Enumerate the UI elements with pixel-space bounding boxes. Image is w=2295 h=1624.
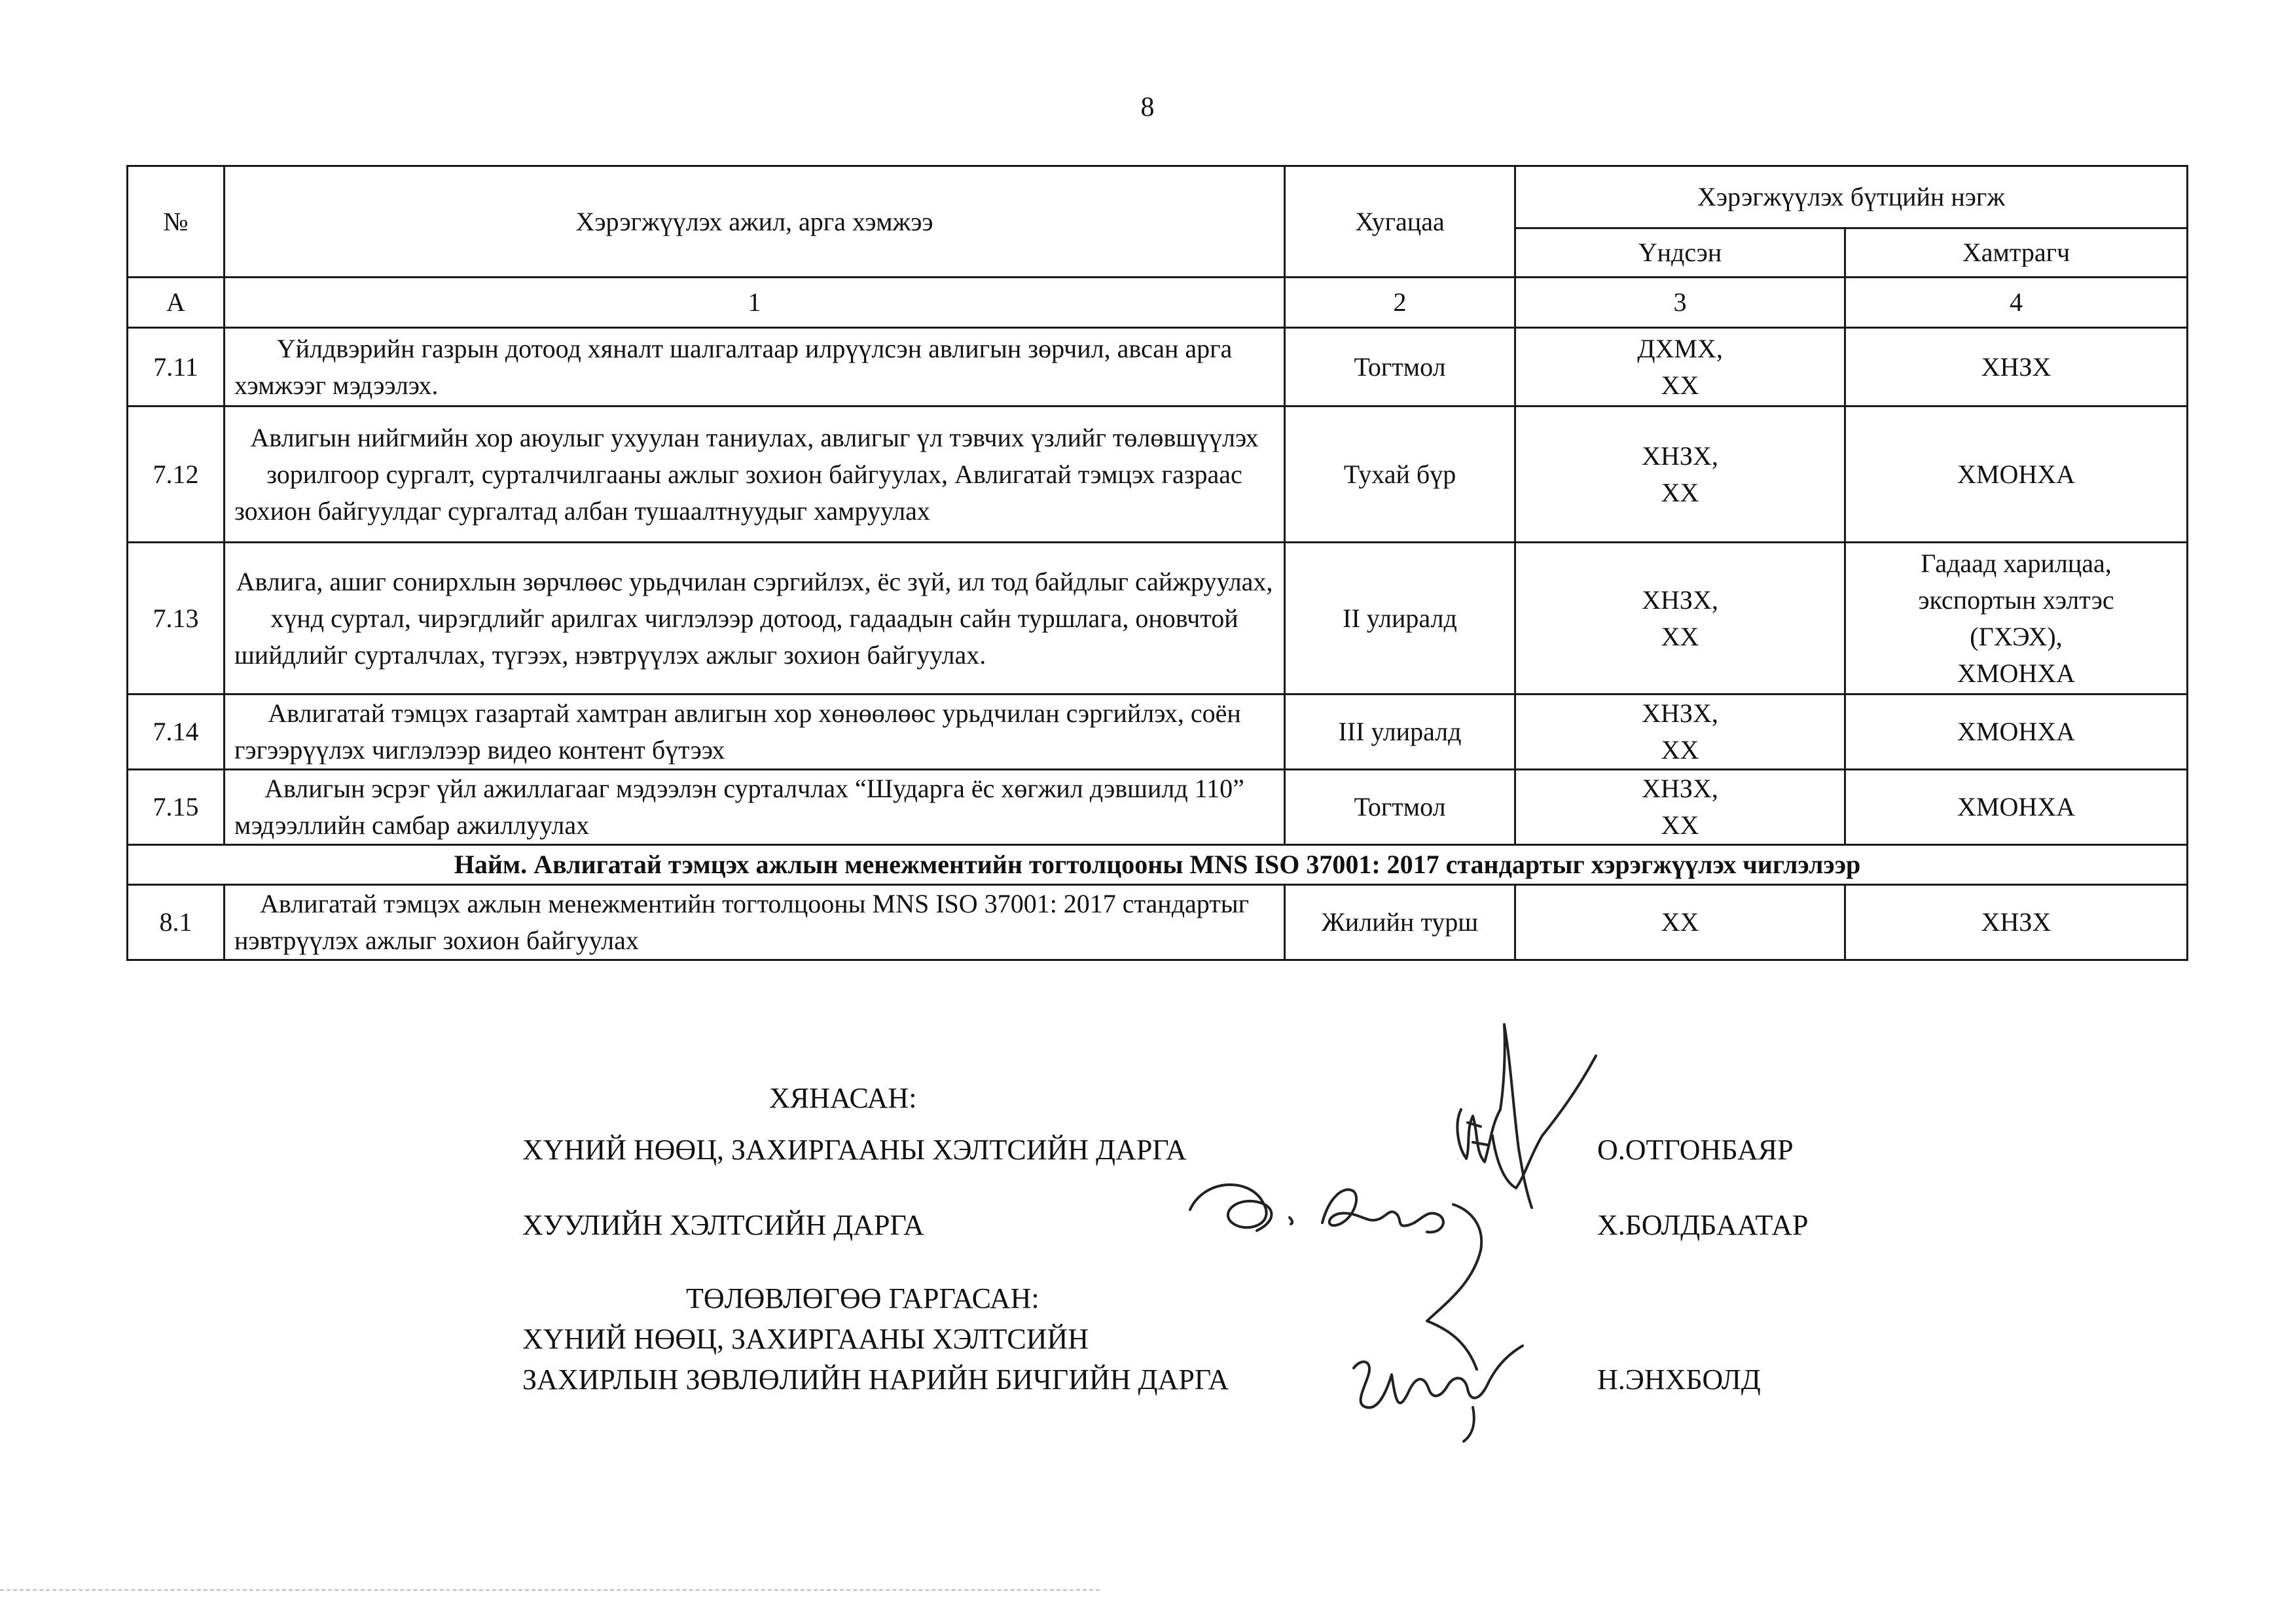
row-number: 7.12 bbox=[128, 406, 225, 543]
secretary-title-line-1: ХҮНИЙ НӨӨЦ, ЗАХИРГААНЫ ХЭЛТСИЙН bbox=[522, 1323, 1089, 1355]
row-task: Авлигатай тэмцэх газартай хамтран авлигын хор хөнөөлөөс урьдчилан сэргийлэх, соён гэгээрүүлэх чиглэлээр видео контент бүтээх bbox=[225, 695, 1285, 770]
hr-head-name: О.ОТГОНБАЯР bbox=[1597, 1134, 1794, 1166]
main-unit-line: ХНЗХ, bbox=[1642, 441, 1718, 471]
row-deadline: II улиралд bbox=[1285, 543, 1515, 695]
reviewed-heading: ХЯНАСАН: bbox=[769, 1082, 917, 1114]
hr-head-title: ХҮНИЙ НӨӨЦ, ЗАХИРГААНЫ ХЭЛТСИЙН ДАРГА bbox=[522, 1134, 1187, 1166]
legal-head-name: Х.БОЛДБААТАР bbox=[1597, 1209, 1809, 1241]
column-number: А bbox=[128, 278, 225, 328]
row-number: 7.14 bbox=[128, 695, 225, 770]
legal-head-title: ХУУЛИЙН ХЭЛТСИЙН ДАРГА bbox=[522, 1209, 924, 1241]
page-number: 8 bbox=[1140, 92, 1155, 122]
column-number: 1 bbox=[225, 278, 1285, 328]
main-unit-line: ХНЗХ, bbox=[1642, 698, 1718, 728]
partner-unit-line: ХМОНХА bbox=[1957, 658, 2075, 688]
row-deadline: Тогтмол bbox=[1285, 328, 1515, 406]
row-deadline: Жилийн турш bbox=[1285, 885, 1515, 960]
main-unit-line: ХНЗХ, bbox=[1642, 774, 1718, 803]
main-unit-line: ДХМХ, bbox=[1637, 333, 1723, 363]
row-number: 7.15 bbox=[128, 770, 225, 845]
row-number: 8.1 bbox=[128, 885, 225, 960]
row-task: Авлигын нийгмийн хор аюулыг ухуулан таниулах, авлигыг үл тэвчих үзлийг төлөвшүүлэх зорилгоор сургалт, сурталчилгааны ажлыг зохион байгуулах, Авлигатай тэмцэх газраас зохион байгуулдаг сургалтад албан тушаалтнуудыг хамруулах bbox=[225, 406, 1285, 543]
main-unit-line: ХХ bbox=[1661, 477, 1699, 507]
header-task: Хэрэгжүүлэх ажил, арга хэмжээ bbox=[225, 166, 1285, 278]
partner-unit-line: ХМОНХА bbox=[1957, 459, 2075, 489]
partner-unit-line: (ГХЭХ), bbox=[1970, 621, 2063, 651]
partner-unit-line: ХНЗХ bbox=[1981, 352, 2051, 382]
row-deadline: III улиралд bbox=[1285, 695, 1515, 770]
main-unit-line: ХХ bbox=[1661, 370, 1699, 400]
column-number: 4 bbox=[1845, 278, 2188, 328]
row-deadline: Тухай бүр bbox=[1285, 406, 1515, 543]
prepared-heading: ТӨЛӨВЛӨГӨӨ ГАРГАСАН: bbox=[686, 1282, 1039, 1314]
partner-unit-line: ХНЗХ bbox=[1981, 907, 2051, 937]
main-unit-line: ХХ bbox=[1661, 621, 1699, 651]
secretary-title-line-2: ЗАХИРЛЫН ЗӨВЛӨЛИЙН НАРИЙН БИЧГИЙН ДАРГА bbox=[522, 1363, 1229, 1396]
main-unit-line: ХНЗХ, bbox=[1642, 585, 1718, 615]
row-deadline: Тогтмол bbox=[1285, 770, 1515, 845]
row-number: 7.11 bbox=[128, 328, 225, 406]
section-8-title: Найм. Авлигатай тэмцэх ажлын менежментийн тогтолцооны MNS ISO 37001: 2017 стандартыг хэрэгжүүлэх чиглэлээр bbox=[128, 845, 2188, 885]
row-task: Авлигын эсрэг үйл ажиллагааг мэдээлэн сурталчлах “Шударга ёс хөгжил дэвшилд 110” мэдээллийн самбар ажиллуулах bbox=[225, 770, 1285, 845]
header-implementing-unit: Хэрэгжүүлэх бүтцийн нэгж bbox=[1515, 166, 2188, 228]
header-number: № bbox=[128, 166, 225, 278]
header-main-unit: Үндсэн bbox=[1515, 228, 1845, 278]
header-partner-unit: Хамтрагч bbox=[1845, 228, 2188, 278]
row-task: Авлига, ашиг сонирхлын зөрчлөөс урьдчилан сэргийлэх, ёс зүй, ил тод байдлыг сайжруулах, хүнд суртал, чирэгдлийг арилгах чиглэлээр дотоод, гадаадын сайн туршлага, оновчтой шийдлийг сурталчлах, түгээх, нэвтрүүлэх ажлыг зохион байгуулах. bbox=[225, 543, 1285, 695]
partner-unit-line: ХМОНХА bbox=[1957, 792, 2075, 821]
partner-unit-line: Гадаад харилцаа, bbox=[1921, 548, 2112, 578]
signature-enkhbold bbox=[1335, 1329, 1532, 1447]
row-task: Үйлдвэрийн газрын дотоод хяналт шалгалтаар илрүүлсэн авлигын зөрчил, авсан арга хэмжээг мэдээлэх. bbox=[225, 328, 1285, 406]
main-unit-line: ХХ bbox=[1661, 907, 1699, 937]
secretary-name: Н.ЭНХБОЛД bbox=[1597, 1363, 1761, 1396]
partner-unit-line: ХМОНХА bbox=[1957, 717, 2075, 746]
main-unit-line: ХХ bbox=[1661, 735, 1699, 765]
column-number: 3 bbox=[1515, 278, 1845, 328]
scan-edge-line bbox=[0, 1589, 1100, 1591]
row-number: 7.13 bbox=[128, 543, 225, 695]
column-number: 2 bbox=[1285, 278, 1515, 328]
header-deadline: Хугацаа bbox=[1285, 166, 1515, 278]
main-unit-line: ХХ bbox=[1661, 810, 1699, 840]
partner-unit-line: экспортын хэлтэс bbox=[1918, 585, 2114, 615]
row-task: Авлигатай тэмцэх ажлын менежментийн тогтолцооны MNS ISO 37001: 2017 стандартыг нэвтрүүлэх ажлыг зохион байгуулах bbox=[225, 885, 1285, 960]
